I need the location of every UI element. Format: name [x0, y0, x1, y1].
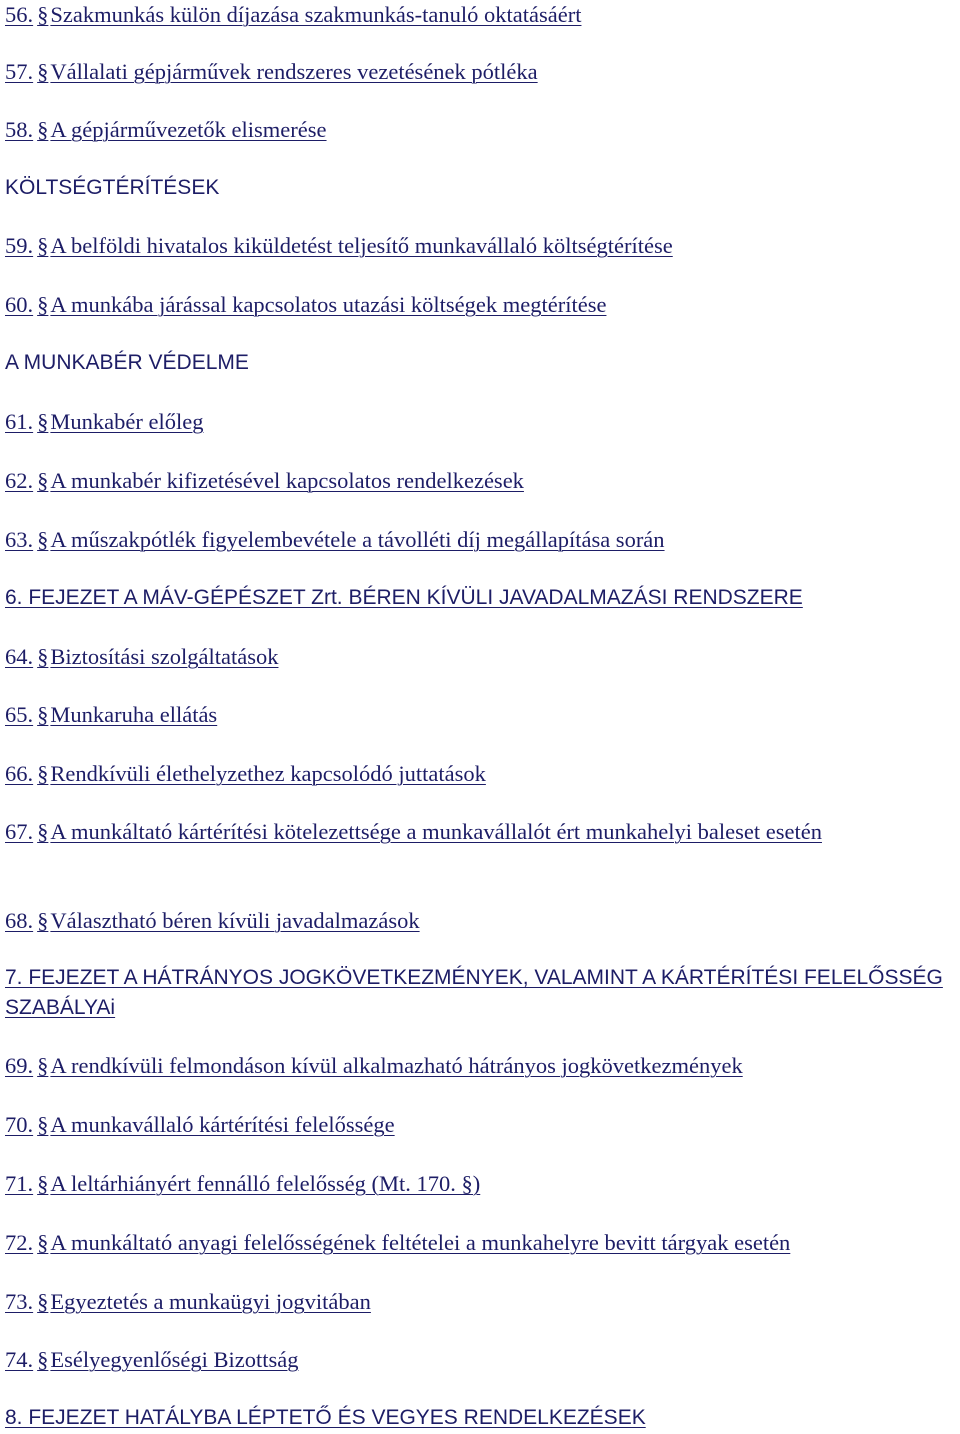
section-number: 58. — [5, 117, 34, 142]
toc-link-section[interactable] — [5, 525, 957, 555]
section-title: Szakmunkás külön díjazása szakmunkás-tanuló oktatásáért — [50, 2, 582, 27]
toc-link-section[interactable] — [5, 407, 957, 437]
section-sign: § — [37, 702, 49, 727]
section-number: 66. — [5, 761, 34, 786]
section-sign: § — [37, 233, 49, 258]
section-number: 56. — [5, 2, 34, 27]
section-sign: § — [37, 59, 49, 84]
section-sign: § — [37, 1289, 49, 1314]
section-sign: § — [37, 761, 49, 786]
section-number: 74. — [5, 1347, 34, 1372]
section-title: A munkáltató anyagi felelősségének feltételei a munkahelyre bevitt tárgyak esetén — [50, 1230, 791, 1255]
toc-link-section[interactable] — [5, 1287, 957, 1317]
section-sign: § — [37, 117, 49, 142]
toc-link-chapter[interactable]: 8. FEJEZET HATÁLYBA LÉPTETŐ ÉS VEGYES RENDELKEZÉSEK — [5, 1406, 646, 1429]
section-title: A munkabér kifizetésével kapcsolatos rendelkezések — [50, 468, 524, 493]
section-number: 71. — [5, 1171, 34, 1196]
toc-link-section[interactable] — [5, 642, 957, 672]
section-sign: § — [37, 1230, 49, 1255]
section-title: Rendkívüli élethelyzethez kapcsolódó juttatások — [50, 761, 486, 786]
section-sign: § — [37, 908, 49, 933]
section-title: A rendkívüli felmondáson kívül alkalmazható hátrányos jogkövetkezmények — [50, 1053, 743, 1078]
section-number: 70. — [5, 1112, 34, 1137]
section-number: 59. — [5, 233, 34, 258]
section-title: Biztosítási szolgáltatások — [50, 644, 279, 669]
toc-link-section[interactable] — [5, 1110, 957, 1140]
section-number: 57. — [5, 59, 34, 84]
section-sign: § — [37, 1171, 49, 1196]
toc-link-section[interactable] — [5, 115, 957, 145]
toc-link-section[interactable] — [5, 1169, 957, 1199]
toc-link-section[interactable] — [5, 1345, 957, 1375]
section-number: 61. — [5, 409, 34, 434]
toc-link-chapter[interactable]: 7. FEJEZET A HÁTRÁNYOS JOGKÖVETKEZMÉNYEK, VALAMINT A KÁRTÉRÍTÉSI FELELŐSSÉG SZABÁLYAi — [5, 966, 943, 1019]
toc-link-section[interactable] — [5, 57, 957, 87]
toc-link-section[interactable] — [5, 0, 957, 30]
section-sign: § — [37, 1053, 49, 1078]
section-number: 72. — [5, 1230, 34, 1255]
toc-link-section[interactable] — [5, 1051, 957, 1081]
section-sign: § — [37, 468, 49, 493]
section-number: 68. — [5, 908, 34, 933]
toc-heading: KÖLTSÉGTÉRÍTÉSEK — [5, 176, 220, 199]
toc-link-section[interactable] — [5, 290, 957, 320]
toc-heading: A MUNKABÉR VÉDELME — [5, 351, 249, 374]
section-title: A munkáltató kártérítési kötelezettsége a munkavállalót ért munkahelyi baleset esetén — [50, 819, 822, 844]
section-title: A műszakpótlék figyelembevétele a távolléti díj megállapítása során — [50, 527, 665, 552]
toc-link-chapter[interactable]: 6. FEJEZET A MÁV-GÉPÉSZET Zrt. BÉREN KÍVÜLI JAVADALMAZÁSI RENDSZERE — [5, 586, 803, 609]
section-sign: § — [37, 1347, 49, 1372]
toc-link-section[interactable] — [5, 759, 957, 789]
section-sign: § — [37, 2, 49, 27]
section-title: A gépjárművezetők elismerése — [50, 117, 327, 142]
section-title: Esélyegyenlőségi Bizottság — [50, 1347, 299, 1372]
section-number: 62. — [5, 468, 34, 493]
section-number: 73. — [5, 1289, 34, 1314]
section-sign: § — [37, 527, 49, 552]
section-number: 63. — [5, 527, 34, 552]
section-sign: § — [37, 409, 49, 434]
toc-link-section[interactable] — [5, 1228, 957, 1258]
toc-link-section[interactable] — [5, 906, 957, 936]
section-sign: § — [37, 1112, 49, 1137]
section-title: A leltárhiányért fennálló felelősség (Mt. 170. §) — [50, 1171, 481, 1196]
section-number: 67. — [5, 819, 34, 844]
toc-link-section[interactable] — [5, 231, 957, 261]
section-title: Egyeztetés a munkaügyi jogvitában — [50, 1289, 371, 1314]
section-title: A munkavállaló kártérítési felelőssége — [50, 1112, 395, 1137]
section-sign: § — [37, 819, 49, 844]
toc-link-section[interactable] — [5, 817, 957, 847]
toc-link-section[interactable] — [5, 466, 957, 496]
section-number: 64. — [5, 644, 34, 669]
section-sign: § — [37, 292, 49, 317]
section-title: Munkaruha ellátás — [50, 702, 218, 727]
section-title: A belföldi hivatalos kiküldetést teljesítő munkavállaló költségtérítése — [50, 233, 673, 258]
section-number: 60. — [5, 292, 34, 317]
section-title: Vállalati gépjárművek rendszeres vezetésének pótléka — [50, 59, 538, 84]
section-title: Választható béren kívüli javadalmazások — [50, 908, 420, 933]
section-number: 69. — [5, 1053, 34, 1078]
section-title: A munkába járással kapcsolatos utazási költségek megtérítése — [50, 292, 607, 317]
section-number: 65. — [5, 702, 34, 727]
section-title: Munkabér előleg — [50, 409, 204, 434]
section-sign: § — [37, 644, 49, 669]
toc-link-section[interactable] — [5, 700, 957, 730]
